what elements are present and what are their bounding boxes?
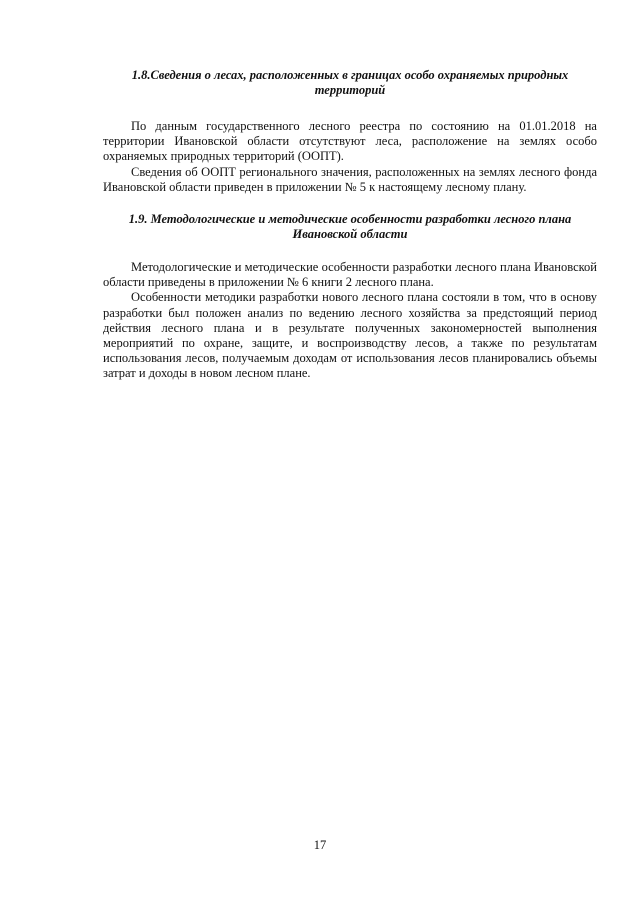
- paragraph: Особенности методики разработки нового лесного плана состояли в том, что в основу разработки был положен анализ по ведению лесного хозяйства за предстоящий период действия лесного плана и в результате полученных закономерностей выполнения мероприятий по охране, защите, и воспроизводству лесов, а также по результатам использования лесов, получаемым доходам от использования лесов планировались объемы затрат и доходы в новом лесном плане.: [103, 290, 597, 381]
- section-heading: 1.8.Сведения о лесах, расположенных в границах особо охраняемых природных территорий: [131, 68, 569, 97]
- paragraph: Методологические и методические особенности разработки лесного плана Ивановской области приведены в приложении № 6 книги 2 лесного плана.: [103, 260, 597, 290]
- section-heading: 1.9. Методологические и методические особенности разработки лесного плана Ивановской области: [128, 212, 572, 241]
- section-forests-protected-areas: [103, 68, 597, 195]
- paragraph: По данным государственного лесного реестра по состоянию на 01.01.2018 на территории Ивановской области отсутствуют леса, расположение на землях особо охраняемых природных территорий (ООПТ).: [103, 119, 597, 164]
- paragraph: Сведения об ООПТ регионального значения, расположенных на землях лесного фонда Ивановской области приведен в приложении № 5 к настоящему лесному плану.: [103, 164, 597, 194]
- page-number: 17: [313, 838, 327, 852]
- section-methodology: [103, 212, 597, 382]
